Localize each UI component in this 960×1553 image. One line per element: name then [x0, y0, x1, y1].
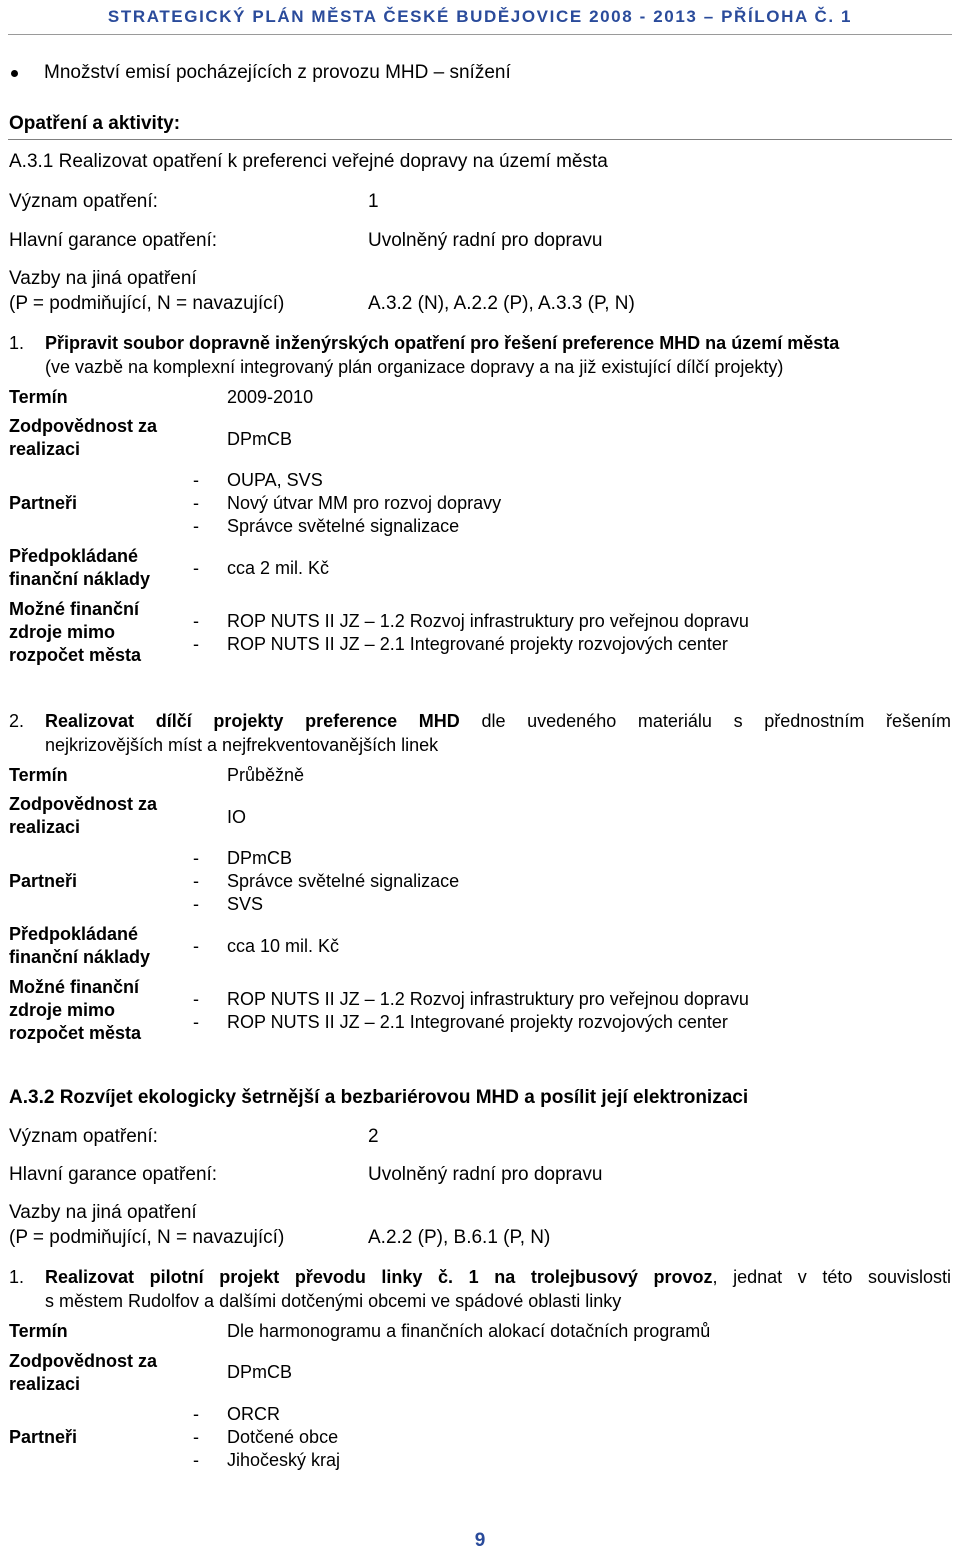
measure-a31-title: A.3.1 Realizovat opatření k preferenci veřejné dopravy na území města	[9, 151, 608, 172]
partner-item: DPmCB	[227, 848, 293, 868]
list-dash: -	[193, 1450, 199, 1470]
activity-title-bold: Realizovat dílčí projekty preference MHD	[45, 711, 460, 731]
links-label-line1: Vazby na jiná opatření	[9, 1202, 197, 1223]
page-number: 9	[474, 1530, 486, 1551]
partner-item: Správce světelné signalizace	[227, 871, 460, 891]
activity-title-rest: dle uvedeného materiálu s přednostním řešením	[459, 711, 952, 731]
activity-number: 2.	[9, 711, 25, 731]
links-label-line1: Vazby na jiná opatření	[9, 268, 197, 289]
funding-label-line1: Možné finanční	[9, 977, 139, 997]
term-label: Termín	[9, 765, 68, 785]
list-dash: -	[193, 936, 199, 956]
activity-note: (ve vazbě na komplexní integrovaný plán organizace dopravy a na již existující dílčí projekty)	[45, 357, 784, 377]
term-label: Termín	[9, 1321, 68, 1341]
list-dash: -	[193, 611, 199, 631]
list-dash: -	[193, 493, 199, 513]
links-label-line2: (P = podmiňující, N = navazující)	[9, 1227, 285, 1248]
activity-number: 1.	[9, 333, 25, 353]
costs-label-line2: finanční náklady	[9, 569, 151, 589]
activity-title: Připravit soubor dopravně inženýrských opatření pro řešení preference MHD na území města	[45, 333, 840, 353]
funding-label-line2: zdroje mimo	[9, 622, 116, 642]
guarantee-label: Hlavní garance opatření:	[9, 230, 218, 251]
partner-item: Jihočeský kraj	[227, 1450, 341, 1470]
bullet-icon	[11, 70, 18, 77]
costs-label-line2: finanční náklady	[9, 947, 151, 967]
activity-title-bold: Realizovat pilotní projekt převodu linky č. 1 na trolejbusový provoz	[45, 1267, 713, 1287]
list-dash: -	[193, 871, 199, 891]
list-dash: -	[193, 1404, 199, 1424]
responsibility-value: DPmCB	[227, 429, 293, 449]
section-divider	[8, 139, 952, 140]
list-dash: -	[193, 558, 199, 578]
term-label: Termín	[9, 387, 68, 407]
funding-item: ROP NUTS II JZ – 1.2 Rozvoj infrastruktury pro veřejnou dopravu	[227, 611, 749, 631]
importance-value: 2	[368, 1126, 379, 1147]
responsibility-label-line2: realizaci	[9, 817, 81, 837]
responsibility-label-line2: realizaci	[9, 439, 81, 459]
term-value: Průběžně	[227, 765, 305, 785]
funding-label-line3: rozpočet města	[9, 645, 142, 665]
partners-label: Partneři	[9, 1427, 78, 1447]
funding-item: ROP NUTS II JZ – 1.2 Rozvoj infrastruktury pro veřejnou dopravu	[227, 989, 749, 1009]
measures-heading: Opatření a aktivity:	[9, 113, 181, 134]
partner-item: SVS	[227, 894, 264, 914]
links-value: A.3.2 (N), A.2.2 (P), A.3.3 (P, N)	[368, 293, 635, 314]
responsibility-label-line2: realizaci	[9, 1374, 81, 1394]
activity-title	[45, 711, 951, 732]
responsibility-value: DPmCB	[227, 1362, 293, 1382]
guarantee-value: Uvolněný radní pro dopravu	[368, 230, 603, 251]
funding-label-line2: zdroje mimo	[9, 1000, 116, 1020]
partner-item: ORCR	[227, 1404, 280, 1424]
activity-title-rest: , jednat v této souvislosti	[712, 1267, 951, 1287]
list-dash: -	[193, 989, 199, 1009]
importance-label: Význam opatření:	[9, 191, 158, 212]
costs-value: cca 10 mil. Kč	[227, 936, 340, 956]
guarantee-label: Hlavní garance opatření:	[9, 1164, 218, 1185]
funding-item: ROP NUTS II JZ – 2.1 Integrované projekty rozvojových center	[227, 634, 728, 654]
importance-label: Význam opatření:	[9, 1126, 158, 1147]
list-dash: -	[193, 1012, 199, 1032]
partners-label: Partneři	[9, 871, 78, 891]
partner-item: Dotčené obce	[227, 1427, 339, 1447]
funding-item: ROP NUTS II JZ – 2.1 Integrované projekty rozvojových center	[227, 1012, 728, 1032]
list-dash: -	[193, 634, 199, 654]
list-dash: -	[193, 470, 199, 490]
list-dash: -	[193, 894, 199, 914]
partner-item: Správce světelné signalizace	[227, 516, 460, 536]
activity-title-line2: s městem Rudolfov a dalšími dotčenými obcemi ve spádové oblasti linky	[45, 1291, 622, 1311]
costs-value: cca 2 mil. Kč	[227, 558, 330, 578]
list-dash: -	[193, 516, 199, 536]
term-value: Dle harmonogramu a finančních alokací dotačních programů	[227, 1321, 711, 1341]
activity-title-line2: nejkrizovějších míst a nejfrekventovanějších linek	[45, 735, 439, 755]
links-label-line2: (P = podmiňující, N = navazující)	[9, 293, 285, 314]
responsibility-label-line1: Zodpovědnost za	[9, 416, 157, 436]
list-dash: -	[193, 1427, 199, 1447]
header-divider	[8, 34, 952, 35]
activity-number: 1.	[9, 1267, 25, 1287]
page-header-title: STRATEGICKÝ PLÁN MĚSTA ČESKÉ BUDĚJOVICE 2008 - 2013 – PŘÍLOHA Č. 1	[107, 7, 853, 26]
partner-item: Nový útvar MM pro rozvoj dopravy	[227, 493, 502, 513]
activity-title	[45, 1267, 951, 1288]
indicator-bullet-text: Množství emisí pocházejících z provozu MHD – snížení	[44, 62, 511, 83]
list-dash: -	[193, 848, 199, 868]
importance-value: 1	[368, 191, 379, 212]
costs-label-line1: Předpokládané	[9, 546, 139, 566]
guarantee-value: Uvolněný radní pro dopravu	[368, 1164, 603, 1185]
responsibility-value: IO	[227, 807, 247, 827]
responsibility-label-line1: Zodpovědnost za	[9, 1351, 157, 1371]
links-value: A.2.2 (P), B.6.1 (P, N)	[368, 1227, 551, 1248]
responsibility-label-line1: Zodpovědnost za	[9, 794, 157, 814]
costs-label-line1: Předpokládané	[9, 924, 139, 944]
measure-a32-title: A.3.2 Rozvíjet ekologicky šetrnější a bezbariérovou MHD a posílit její elektronizaci	[9, 1087, 749, 1108]
funding-label-line3: rozpočet města	[9, 1023, 142, 1043]
partner-item: OUPA, SVS	[227, 470, 323, 490]
term-value: 2009-2010	[227, 387, 314, 407]
funding-label-line1: Možné finanční	[9, 599, 139, 619]
partners-label: Partneři	[9, 493, 78, 513]
